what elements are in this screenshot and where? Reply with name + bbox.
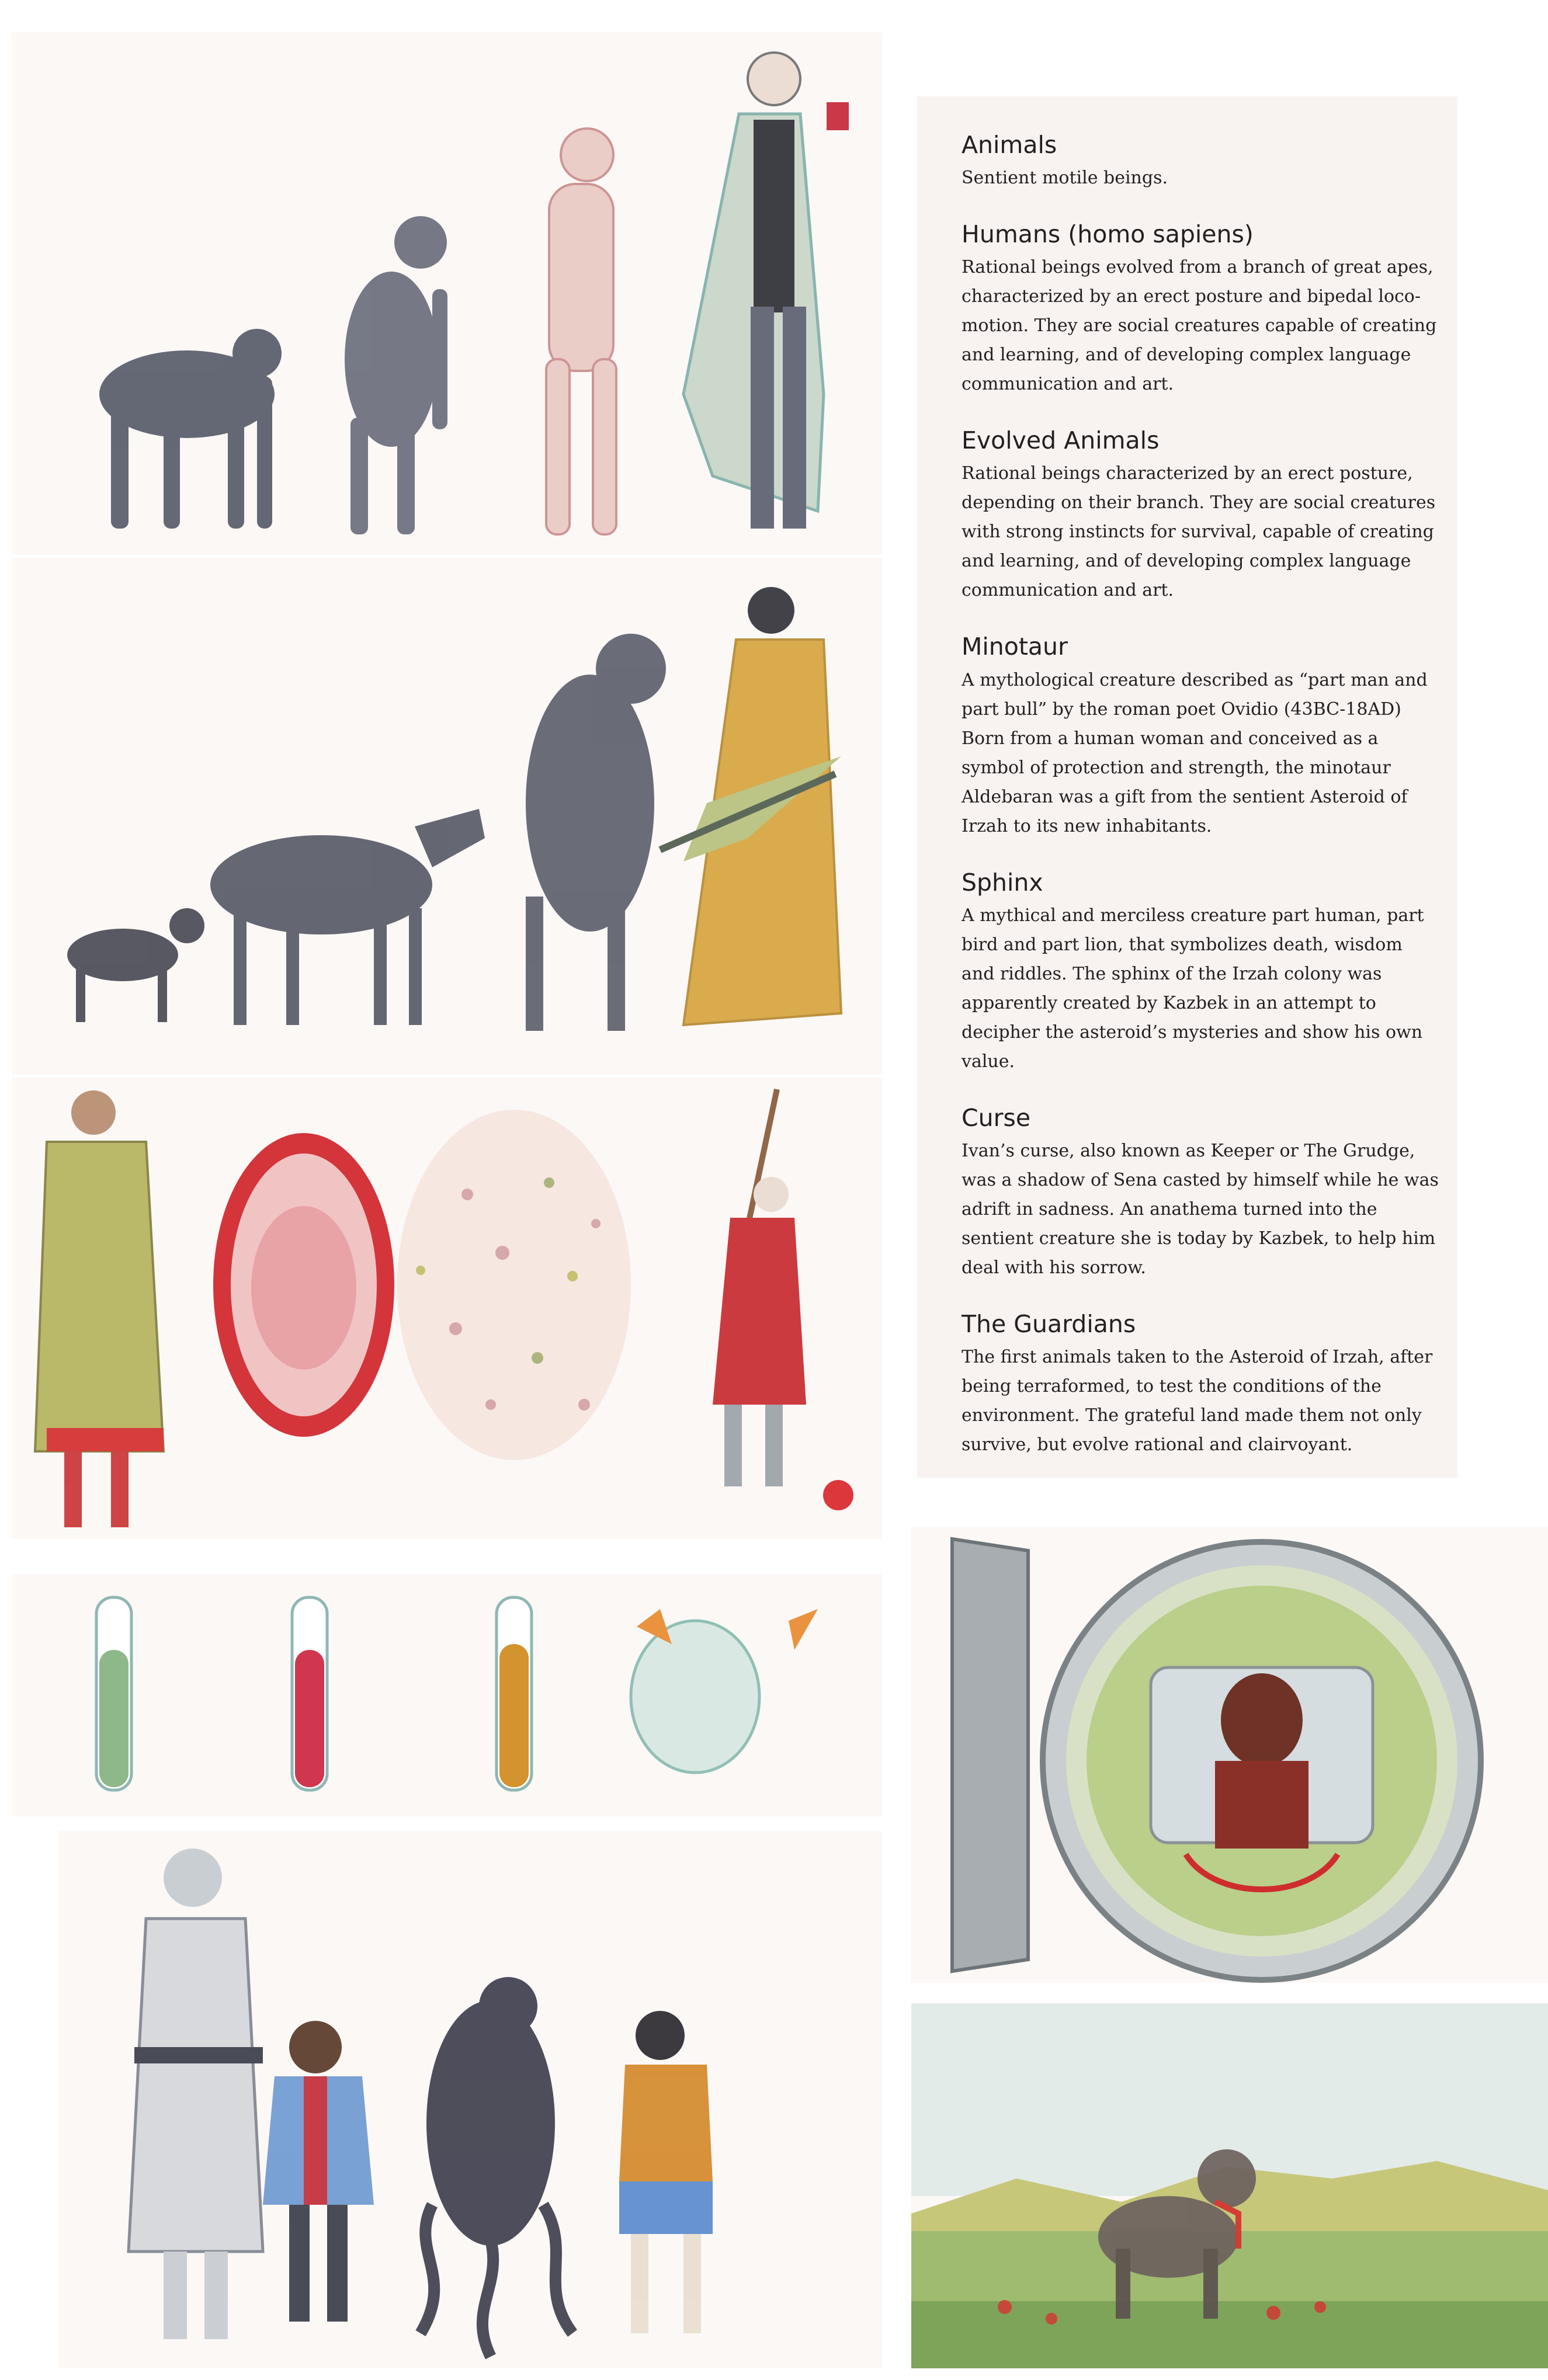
entry-title: Humans (homo sapiens) [962,220,1254,249]
entry-sphinx [962,869,1441,1076]
entry-title: Animals [962,131,1057,159]
entry-body: The first animals taken to the Asteroid of Irzah, after being terraformed, to test the conditions of the environment. The grateful land made them not only survive, but evolve rational and clairvoyant. [962,1346,1433,1455]
entry-body: Rational beings characterized by an erect posture, depending on their branch. They are social creatures with strong instincts for survival, capable of creating and learning, and of developing complex language communication and art. [962,463,1436,601]
entry-body: Rational beings evolved from a branch of great apes, characterized by an erect posture and bipedal loco-motion. They are social creatures capable of creating and learning, and of developing complex language communication and art. [962,257,1437,395]
test-tubes-and-winged-creature-icon [12,1574,882,1816]
ape-to-human-evolution-icon [12,32,882,555]
test-tubes-illustration [12,1574,882,1816]
entry-title: Curse [962,1103,1031,1132]
entry-body: A mythological creature described as “part man and part bull” by the roman poet Ovidio (43BC-18AD) Born from a human woman and conceived as a symbol of protection and strength, the minotaur Aldebaran was a gift from the sentient Asteroid of Irzah to its new inhabitants. [962,669,1428,836]
vault-door-illustration [911,1527,1548,1983]
dog-in-meadow-landscape-icon [911,2003,1548,2368]
family-with-shadow-curse-icon [58,1831,882,2368]
glossary-entries [962,131,1441,1488]
landscape-illustration [911,2003,1548,2368]
entry-evolved-animals [962,427,1441,605]
entry-title: The Guardians [962,1309,1136,1338]
entry-animals [962,131,1441,193]
evolution-apes-illustration [12,32,882,555]
entry-body: Ivan’s curse, also known as Keeper or The Grudge, was a shadow of Sena casted by himself while he was adrift in sadness. An anathema turned into the sentient creature she is today by Kazbek, to help him deal with his sorrow. [962,1140,1439,1278]
family-group-illustration [58,1831,882,2368]
entry-title: Sphinx [962,868,1043,897]
entry-minotaur [962,633,1441,840]
entry-body: Sentient motile beings. [962,168,1168,189]
vault-door-with-bear-icon [911,1527,1548,1983]
dog-to-warrior-evolution-icon [12,558,882,1075]
entry-humans [962,221,1441,399]
glossary-panel [917,96,1457,1478]
entry-title: Evolved Animals [962,426,1160,455]
minotaur-birth-illustration [12,1078,882,1539]
evolution-dogs-illustration [12,558,882,1075]
entry-curse [962,1104,1441,1283]
entry-title: Minotaur [962,633,1068,661]
entry-guardians [962,1311,1441,1460]
entry-body: A mythical and merciless creature part human, part bird and part lion, that symbolizes death, wisdom and riddles. The sphinx of the Irzah colony was apparently created by Kazbek in an attempt to decipher the asteroid’s mysteries and show his own value. [962,905,1424,1072]
womb-and-minotaur-icon [12,1078,882,1539]
